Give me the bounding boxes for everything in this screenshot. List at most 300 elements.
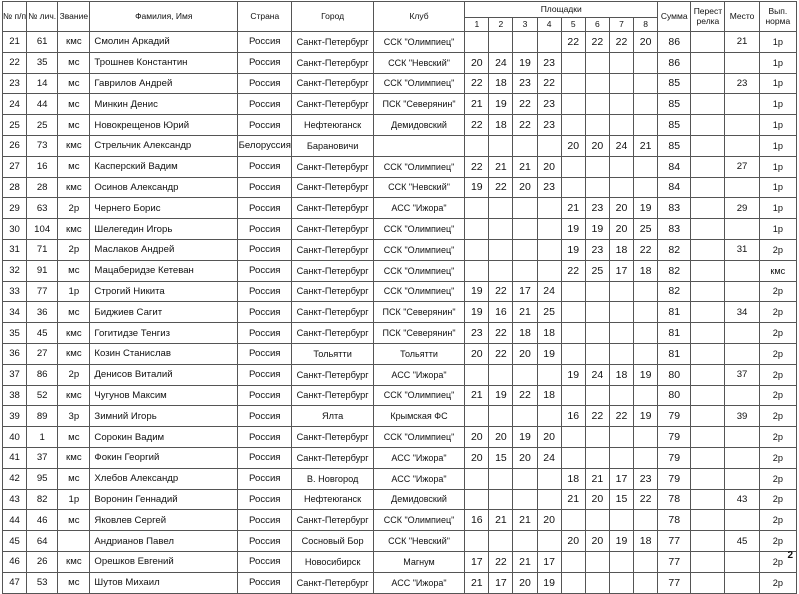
area-score-cell: 20 (561, 135, 585, 156)
place-cell: 43 (725, 489, 759, 510)
rank-cell: мс (58, 468, 90, 489)
area-score-cell: 17 (609, 260, 633, 281)
norm-cell: 2р (759, 468, 796, 489)
area-score-cell (513, 489, 537, 510)
sum-cell: 84 (658, 156, 691, 177)
area-score-cell (609, 427, 633, 448)
rank-cell: кмс (58, 177, 90, 198)
reshoot-cell (691, 489, 725, 510)
country-cell: Россия (238, 52, 292, 73)
row-number-cell: 31 (3, 239, 27, 260)
area-score-cell (537, 239, 561, 260)
col-num-header: № п/п (3, 2, 27, 32)
area-score-cell: 21 (561, 489, 585, 510)
club-cell: ССК "Олимпиец" (373, 510, 464, 531)
personal-number-cell: 25 (27, 115, 58, 136)
club-cell: ПСК "Северянин" (373, 302, 464, 323)
norm-cell: 2р (759, 343, 796, 364)
city-cell: Санкт-Петербург (292, 73, 373, 94)
norm-cell: 2р (759, 364, 796, 385)
area-score-cell: 20 (561, 531, 585, 552)
area-score-cell (609, 52, 633, 73)
athlete-name-cell: Смолин Аркадий (90, 32, 238, 53)
area-score-cell (634, 115, 658, 136)
area-score-cell (561, 73, 585, 94)
table-row (3, 135, 797, 156)
area-score-cell (561, 281, 585, 302)
area-score-cell (585, 343, 609, 364)
personal-number-cell: 63 (27, 198, 58, 219)
club-cell: АСС "Ижора" (373, 447, 464, 468)
area-score-cell: 19 (465, 302, 489, 323)
col-city-header: Город (292, 2, 373, 32)
area-score-cell: 21 (513, 302, 537, 323)
sum-cell: 86 (658, 52, 691, 73)
country-cell: Россия (238, 177, 292, 198)
area-score-cell (561, 551, 585, 572)
sum-cell: 77 (658, 572, 691, 593)
area-score-cell: 21 (561, 198, 585, 219)
col-country-header: Страна (238, 2, 292, 32)
area-score-cell (465, 219, 489, 240)
area-score-cell (465, 406, 489, 427)
area-score-cell (537, 219, 561, 240)
table-row (3, 52, 797, 73)
area-number-header: 8 (634, 18, 658, 32)
table-row (3, 260, 797, 281)
reshoot-cell (691, 572, 725, 593)
area-score-cell: 15 (609, 489, 633, 510)
area-score-cell (513, 364, 537, 385)
area-score-cell (537, 468, 561, 489)
area-score-cell (585, 572, 609, 593)
club-cell: ССК "Невский" (373, 177, 464, 198)
area-score-cell (513, 219, 537, 240)
city-cell: Санкт-Петербург (292, 510, 373, 531)
area-score-cell (465, 531, 489, 552)
country-cell: Россия (238, 447, 292, 468)
area-score-cell (609, 572, 633, 593)
table-row (3, 551, 797, 572)
area-score-cell: 23 (537, 115, 561, 136)
area-score-cell (585, 94, 609, 115)
area-score-cell: 21 (513, 510, 537, 531)
area-score-cell (561, 343, 585, 364)
reshoot-cell (691, 94, 725, 115)
area-score-cell: 20 (513, 177, 537, 198)
area-score-cell: 20 (465, 52, 489, 73)
place-cell (725, 52, 759, 73)
norm-cell: 2р (759, 427, 796, 448)
area-score-cell (537, 135, 561, 156)
club-cell: ССК "Олимпиец" (373, 32, 464, 53)
personal-number-cell: 73 (27, 135, 58, 156)
rank-cell: мс (58, 52, 90, 73)
col-rank-header: Звание (58, 2, 90, 32)
area-score-cell: 20 (537, 156, 561, 177)
city-cell: Тольятти (292, 343, 373, 364)
area-score-cell: 19 (537, 572, 561, 593)
area-score-cell: 19 (634, 406, 658, 427)
area-score-cell (537, 406, 561, 427)
personal-number-cell: 61 (27, 32, 58, 53)
athlete-name-cell: Воронин Геннадий (90, 489, 238, 510)
sum-cell: 83 (658, 198, 691, 219)
rank-cell: 3р (58, 406, 90, 427)
personal-number-cell: 91 (27, 260, 58, 281)
area-score-cell (585, 52, 609, 73)
col-club-header: Клуб (373, 2, 464, 32)
place-cell (725, 447, 759, 468)
reshoot-cell (691, 447, 725, 468)
area-score-cell (609, 281, 633, 302)
reshoot-cell (691, 510, 725, 531)
personal-number-cell: 104 (27, 219, 58, 240)
country-cell: Россия (238, 468, 292, 489)
area-score-cell (489, 32, 513, 53)
area-score-cell (585, 73, 609, 94)
club-cell: АСС "Ижора" (373, 572, 464, 593)
place-cell (725, 94, 759, 115)
area-number-header: 1 (465, 18, 489, 32)
area-score-cell (609, 94, 633, 115)
reshoot-cell (691, 364, 725, 385)
country-cell: Россия (238, 260, 292, 281)
place-cell (725, 343, 759, 364)
city-cell: Санкт-Петербург (292, 219, 373, 240)
personal-number-cell: 36 (27, 302, 58, 323)
city-cell: Нефтеюганск (292, 115, 373, 136)
rank-cell: кмс (58, 447, 90, 468)
norm-cell: 2р (759, 531, 796, 552)
area-score-cell: 21 (465, 572, 489, 593)
row-number-cell: 45 (3, 531, 27, 552)
area-score-cell: 23 (537, 94, 561, 115)
place-cell (725, 135, 759, 156)
athlete-name-cell: Чугунов Максим (90, 385, 238, 406)
area-score-cell (634, 551, 658, 572)
table-row (3, 94, 797, 115)
country-cell: Россия (238, 302, 292, 323)
area-score-cell (634, 281, 658, 302)
rank-cell: кмс (58, 219, 90, 240)
club-cell: АСС "Ижора" (373, 364, 464, 385)
area-score-cell (609, 385, 633, 406)
area-score-cell: 19 (609, 531, 633, 552)
athlete-name-cell: Касперский Вадим (90, 156, 238, 177)
row-number-cell: 25 (3, 115, 27, 136)
country-cell: Россия (238, 115, 292, 136)
personal-number-cell: 46 (27, 510, 58, 531)
club-cell: Крымская ФС (373, 406, 464, 427)
area-score-cell: 25 (634, 219, 658, 240)
table-row (3, 32, 797, 53)
area-score-cell: 22 (465, 73, 489, 94)
club-cell: Демидовский (373, 489, 464, 510)
area-score-cell (465, 239, 489, 260)
club-cell: АСС "Ижора" (373, 198, 464, 219)
area-score-cell: 19 (465, 177, 489, 198)
place-cell (725, 260, 759, 281)
table-row (3, 510, 797, 531)
area-score-cell (585, 115, 609, 136)
area-score-cell: 22 (634, 489, 658, 510)
place-cell: 21 (725, 32, 759, 53)
area-score-cell: 23 (585, 198, 609, 219)
norm-cell: 1р (759, 73, 796, 94)
area-number-header: 4 (537, 18, 561, 32)
city-cell: Ялта (292, 406, 373, 427)
place-cell: 23 (725, 73, 759, 94)
area-score-cell (585, 323, 609, 344)
area-score-cell: 21 (513, 156, 537, 177)
area-score-cell: 21 (465, 385, 489, 406)
personal-number-cell: 95 (27, 468, 58, 489)
area-score-cell (465, 260, 489, 281)
row-number-cell: 42 (3, 468, 27, 489)
area-score-cell (465, 364, 489, 385)
area-score-cell (609, 302, 633, 323)
area-score-cell: 20 (537, 427, 561, 448)
col-pers-header: № лич. (27, 2, 58, 32)
area-score-cell: 18 (609, 364, 633, 385)
area-score-cell: 16 (465, 510, 489, 531)
place-cell: 39 (725, 406, 759, 427)
rank-cell: мс (58, 156, 90, 177)
area-score-cell: 19 (489, 385, 513, 406)
area-score-cell: 22 (489, 551, 513, 572)
rank-cell: кмс (58, 385, 90, 406)
city-cell: Санкт-Петербург (292, 302, 373, 323)
country-cell: Россия (238, 551, 292, 572)
area-score-cell (489, 260, 513, 281)
area-score-cell (537, 531, 561, 552)
col-areas-header: Площадки (465, 2, 658, 18)
area-score-cell (489, 364, 513, 385)
country-cell: Россия (238, 219, 292, 240)
reshoot-cell (691, 219, 725, 240)
reshoot-cell (691, 52, 725, 73)
athlete-name-cell: Мацаберидзе Кетеван (90, 260, 238, 281)
place-cell (725, 385, 759, 406)
area-score-cell (489, 489, 513, 510)
area-score-cell (561, 177, 585, 198)
rank-cell: 2р (58, 239, 90, 260)
table-row (3, 198, 797, 219)
place-cell (725, 115, 759, 136)
reshoot-cell (691, 427, 725, 448)
area-score-cell (634, 510, 658, 531)
club-cell: ПСК "Северянин" (373, 323, 464, 344)
area-score-cell (561, 52, 585, 73)
norm-cell: 1р (759, 198, 796, 219)
country-cell: Россия (238, 572, 292, 593)
area-score-cell: 20 (634, 32, 658, 53)
personal-number-cell: 28 (27, 177, 58, 198)
area-score-cell: 22 (489, 343, 513, 364)
personal-number-cell: 52 (27, 385, 58, 406)
area-score-cell (465, 32, 489, 53)
area-score-cell: 15 (489, 447, 513, 468)
area-score-cell: 24 (489, 52, 513, 73)
table-row (3, 239, 797, 260)
area-score-cell: 22 (513, 115, 537, 136)
reshoot-cell (691, 406, 725, 427)
city-cell: В. Новгород (292, 468, 373, 489)
athlete-name-cell: Строгий Никита (90, 281, 238, 302)
row-number-cell: 35 (3, 323, 27, 344)
area-score-cell: 25 (585, 260, 609, 281)
area-score-cell: 18 (561, 468, 585, 489)
athlete-name-cell: Осинов Александр (90, 177, 238, 198)
area-score-cell: 19 (634, 364, 658, 385)
area-score-cell: 18 (513, 323, 537, 344)
area-score-cell: 23 (465, 323, 489, 344)
country-cell: Россия (238, 156, 292, 177)
city-cell: Санкт-Петербург (292, 239, 373, 260)
area-number-header: 2 (489, 18, 513, 32)
row-number-cell: 47 (3, 572, 27, 593)
area-score-cell: 22 (513, 94, 537, 115)
city-cell: Барановичи (292, 135, 373, 156)
country-cell: Россия (238, 343, 292, 364)
athlete-name-cell: Гаврилов Андрей (90, 73, 238, 94)
city-cell: Санкт-Петербург (292, 198, 373, 219)
row-number-cell: 28 (3, 177, 27, 198)
club-cell: ССК "Олимпиец" (373, 427, 464, 448)
city-cell: Санкт-Петербург (292, 32, 373, 53)
club-cell (373, 135, 464, 156)
table-row (3, 302, 797, 323)
norm-cell: 2р (759, 406, 796, 427)
row-number-cell: 29 (3, 198, 27, 219)
row-number-cell: 39 (3, 406, 27, 427)
area-score-cell: 20 (513, 343, 537, 364)
country-cell: Россия (238, 364, 292, 385)
reshoot-cell (691, 239, 725, 260)
table-row (3, 447, 797, 468)
col-reshoot-header: Перест релка (691, 2, 725, 32)
personal-number-cell: 45 (27, 323, 58, 344)
row-number-cell: 23 (3, 73, 27, 94)
reshoot-cell (691, 343, 725, 364)
area-score-cell (561, 385, 585, 406)
athlete-name-cell: Трошнев Константин (90, 52, 238, 73)
area-score-cell (609, 510, 633, 531)
place-cell: 29 (725, 198, 759, 219)
city-cell: Санкт-Петербург (292, 427, 373, 448)
area-score-cell: 17 (465, 551, 489, 572)
athlete-name-cell: Яковлев Сергей (90, 510, 238, 531)
row-number-cell: 34 (3, 302, 27, 323)
norm-cell: 1р (759, 115, 796, 136)
area-score-cell (561, 115, 585, 136)
table-row (3, 531, 797, 552)
personal-number-cell: 1 (27, 427, 58, 448)
area-score-cell (609, 323, 633, 344)
area-score-cell (489, 219, 513, 240)
area-score-cell (634, 427, 658, 448)
area-score-cell (513, 239, 537, 260)
norm-cell: 2р (759, 239, 796, 260)
row-number-cell: 27 (3, 156, 27, 177)
place-cell: 45 (725, 531, 759, 552)
reshoot-cell (691, 551, 725, 572)
table-row (3, 406, 797, 427)
athlete-name-cell: Фокин Георгий (90, 447, 238, 468)
area-score-cell (585, 447, 609, 468)
place-cell: 34 (725, 302, 759, 323)
area-score-cell (561, 510, 585, 531)
area-score-cell (561, 572, 585, 593)
area-score-cell: 21 (513, 551, 537, 572)
place-cell (725, 427, 759, 448)
area-score-cell (513, 32, 537, 53)
personal-number-cell: 27 (27, 343, 58, 364)
athlete-name-cell: Хлебов Александр (90, 468, 238, 489)
sum-cell: 82 (658, 239, 691, 260)
athlete-name-cell: Гогитидзе Тенгиз (90, 323, 238, 344)
norm-cell: 2р (759, 572, 796, 593)
area-score-cell: 20 (489, 427, 513, 448)
area-score-cell (634, 302, 658, 323)
table-row (3, 489, 797, 510)
reshoot-cell (691, 156, 725, 177)
table-row (3, 73, 797, 94)
country-cell: Россия (238, 94, 292, 115)
club-cell: АСС "Ижора" (373, 468, 464, 489)
norm-cell: 2р (759, 510, 796, 531)
country-cell: Россия (238, 32, 292, 53)
area-score-cell (513, 468, 537, 489)
area-score-cell: 22 (609, 32, 633, 53)
table-row (3, 385, 797, 406)
place-cell: 31 (725, 239, 759, 260)
rank-cell: 1р (58, 489, 90, 510)
area-score-cell: 21 (465, 94, 489, 115)
row-number-cell: 43 (3, 489, 27, 510)
area-score-cell: 16 (561, 406, 585, 427)
reshoot-cell (691, 198, 725, 219)
table-row (3, 323, 797, 344)
area-score-cell (609, 156, 633, 177)
norm-cell: 2р (759, 489, 796, 510)
table-row (3, 219, 797, 240)
area-score-cell: 20 (513, 572, 537, 593)
area-score-cell (561, 427, 585, 448)
area-score-cell (634, 156, 658, 177)
page-number: 2 (787, 550, 793, 561)
area-score-cell: 23 (634, 468, 658, 489)
rank-cell: мс (58, 260, 90, 281)
sum-cell: 78 (658, 510, 691, 531)
personal-number-cell: 44 (27, 94, 58, 115)
sum-cell: 83 (658, 219, 691, 240)
table-row (3, 115, 797, 136)
row-number-cell: 44 (3, 510, 27, 531)
personal-number-cell: 71 (27, 239, 58, 260)
area-score-cell: 22 (465, 156, 489, 177)
area-score-cell: 20 (585, 489, 609, 510)
rank-cell: кмс (58, 551, 90, 572)
athlete-name-cell: Зимний Игорь (90, 406, 238, 427)
row-number-cell: 32 (3, 260, 27, 281)
table-row (3, 468, 797, 489)
country-cell: Россия (238, 531, 292, 552)
athlete-name-cell: Биджиев Сагит (90, 302, 238, 323)
table-row (3, 156, 797, 177)
rank-cell: 2р (58, 198, 90, 219)
